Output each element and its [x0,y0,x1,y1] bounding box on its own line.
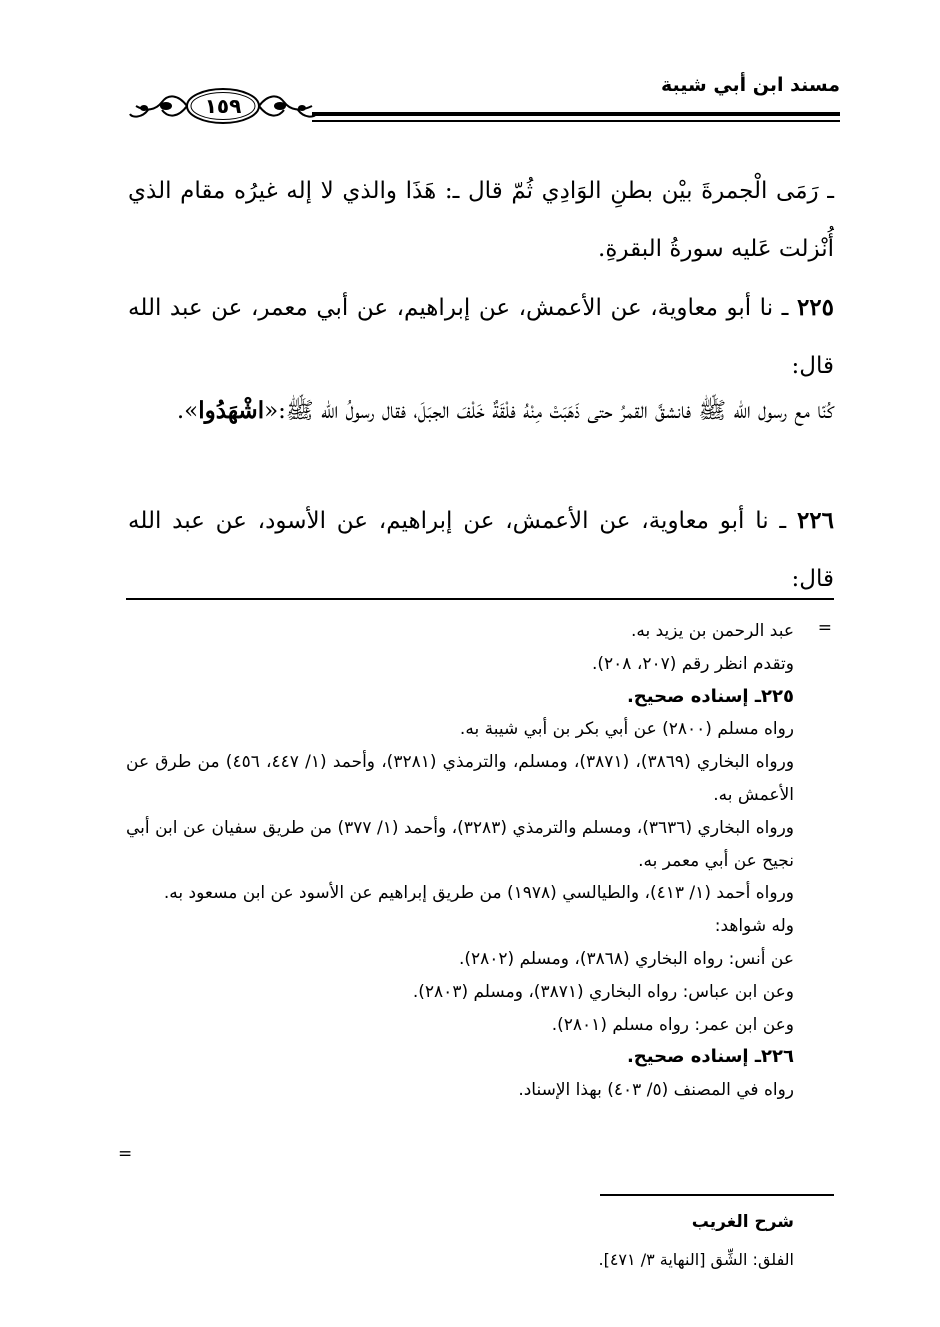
hadith-225-matn [128,382,834,440]
header-rule-thin [312,120,840,122]
footnote-continuation-marker: = [817,618,832,638]
footnote-line: ورواه البخاري (٣٨٦٩)، (٣٨٧١)، ومسلم، والترمذي (٣٢٨١)، وأحمد (١/ ٤٤٧، ٤٥٦) من طرق عن الأعمش به. [126,752,795,805]
page-number: ١٥٩ [204,94,242,118]
footnote-end-marker: = [118,1144,133,1164]
hadith-number: ٢٢٥ [796,294,835,321]
footnotes [126,615,794,1107]
footnote-heading: ٢٢٦ـ إسناده صحيح. [626,1046,794,1068]
hadith-matn-end: ». [176,398,199,424]
hadith-matn-quote: اشْهَدُوا [198,397,265,424]
gloss-separator [600,1194,834,1196]
hadith-225 [128,279,834,395]
footnote-line: وله شواهد: [714,916,794,937]
hadith-isnad: ـ نا أبو معاوية، عن الأعمش، عن إبراهيم، عن الأسود، عن عبد الله قال: [128,508,834,592]
gloss-title: شرح الغريب [691,1212,794,1232]
hadith-matn: كُنّا مع رسول الله ﷺ فانشقَّ القمرُ حتى ذَهَبَتْ مِنْهُ فلْقَةٌ خَلْفَ الجبَلَ، فقال رسولُ الله ﷺ:« [264,398,834,424]
footnote-separator [126,598,834,600]
footnote-line: رواه في المصنف (٥/ ٤٠٣) بهذا الإسناد. [518,1080,794,1101]
hadith-number: ٢٢٦ [796,507,834,534]
footnote-line: ورواه أحمد (١/ ٤١٣)، والطيالسي (١٩٧٨) من طريق إبراهيم عن الأسود عن ابن مسعود به. [163,883,794,904]
footnote-heading: ٢٢٥ـ إسناده صحيح. [626,685,794,707]
gloss-text: الفلق: الشِّق [النهاية ٣/ ٤٧١]. [598,1250,794,1269]
footnote-line: رواه مسلم (٢٨٠٠) عن أبي بكر بن أبي شيبة به. [459,719,794,740]
footnote-line: وتقدم انظر رقم (٢٠٧، ٢٠٨). [591,653,794,674]
running-header-title: مسند ابن أبي شيبة [660,74,840,96]
hadith-226 [128,492,834,608]
main-paragraph-continuation: ـ رَمَى الْجمرةَ بيْن بطنِ الوَادِي ثُمّ قال ـ: هَذَا والذي لا إله غيرُه مقام الذي أُنْزلت عَليه سورةُ البقرةِ. [128,178,834,262]
footnote-line: ورواه البخاري (٣٦٣٦)، ومسلم والترمذي (٣٢٨٣)، وأحمد (١/ ٣٧٧) من طريق سفيان عن ابن أبي نجيح عن أبي معمر به. [126,817,794,871]
hadith-isnad: ـ نا أبو معاوية، عن الأعمش، عن إبراهيم، عن أبي معمر، عن عبد الله قال: [128,295,834,379]
footnote-line: عبد الرحمن بن يزيد به. [630,621,794,641]
footnote-line: عن أنس: رواه البخاري (٣٨٦٨)، ومسلم (٢٨٠٢). [458,948,794,969]
footnote-line: وعن ابن عباس: رواه البخاري (٣٨٧١)، ومسلم (٢٨٠٣). [412,981,794,1002]
header-rule-thick [312,112,840,116]
footnote-line: وعن ابن عمر: رواه مسلم (٢٨٠١). [551,1014,794,1035]
